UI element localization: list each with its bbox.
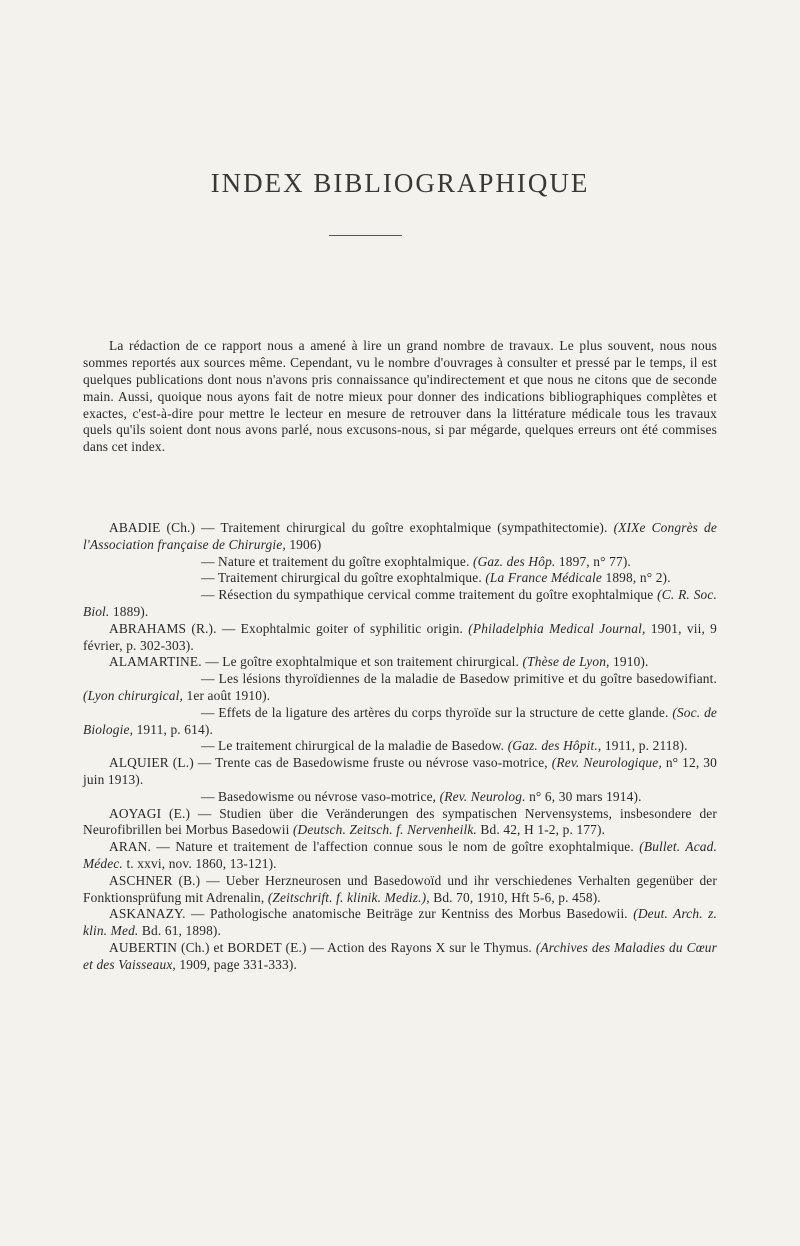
bibliography-entry — [83, 587, 717, 621]
entry-source: (Zeitschrift. f. klinik. Mediz.), — [267, 889, 430, 905]
entry-source: (Gaz. des Hôpit., — [507, 738, 602, 754]
bibliography-entry — [83, 755, 717, 789]
entry-details: n° 12, 30 juin 1913). — [83, 755, 717, 787]
entry-author: ASCHNER (B.) — — [109, 872, 220, 888]
entry-author: ALQUIER (L.) — — [109, 755, 212, 771]
entry-author: ABADIE (Ch.) — — [109, 520, 215, 535]
entry-title: Ueber Herzneurosen und Basedowoïd und ihr verschiedenes Verhalten gegenüber der Fonktionsprüfung mit Adrenalin, — [83, 872, 717, 905]
entry-details: 1910). — [613, 654, 649, 670]
entry-author: AUBERTIN (Ch.) et BORDET (E.) — — [109, 939, 324, 955]
entry-title: Résection du sympathique cervical comme traitement du goître exophtalmique — [218, 587, 654, 603]
entry-details: 1911, p. 2118). — [604, 738, 688, 754]
bibliography-entry — [83, 570, 717, 587]
entry-title: Nature et traitement du goître exophtalmique. — [218, 553, 470, 569]
bibliography-list — [83, 520, 717, 974]
bibliography-entry — [83, 806, 717, 840]
bibliography-entry — [83, 906, 717, 940]
entry-details: 1er août 1910). — [186, 687, 271, 703]
entry-title: Trente cas de Basedowisme fruste ou névrose vaso-motrice, — [215, 755, 548, 771]
entry-author: — — [201, 788, 215, 804]
bibliography-entry — [83, 738, 717, 755]
entry-title: Les lésions thyroïdiennes de la maladie de Basedow primitive et du goître basedowifiant. — [218, 671, 717, 687]
entry-author: — — [201, 671, 215, 687]
entry-author: — — [201, 587, 215, 603]
entry-title: Effets de la ligature des artères du corps thyroïde sur la structure de cette glande. — [218, 704, 669, 720]
entry-details: n° 6, 30 mars 1914). — [529, 788, 642, 804]
entry-details: Bd. 70, 1910, Hft 5-6, p. 458). — [433, 889, 601, 905]
entry-details: Bd. 61, 1898). — [141, 923, 222, 939]
entry-details: 1901, vii, 9 février, p. 302-303). — [83, 620, 718, 653]
entry-source: (Rev. Neurolog. — [439, 788, 526, 804]
entry-source: (Philadelphia Medical Journal, — [468, 620, 646, 636]
intro-paragraph: La rédaction de ce rapport nous a amené à lire un grand nombre de travaux. Le plus souvent, nous nous sommes reportés aux sources même. Cependant, vu le nombre d'ouvrages à consulter et pressé par le temps, il est quelques publications dont nous n'avons pris connaissance qu'indirectement et que nous ne citons que de seconde main. Aussi, quoique nous ayons fait de notre mieux pour donner des indications bibliographiques complètes et exactes, c'est-à-dire pour mettre le lecteur en mesure de retrouver dans la littérature médicale tous les travaux quels qu'ils soient dont nous avons parlé, nous excusons-nous, si par mégarde, quelques erreurs ont été commises dans cet index. — [83, 338, 717, 455]
entry-title: Le traitement chirurgical de la maladie de Basedow. — [218, 738, 505, 754]
bibliography-entry — [83, 873, 717, 907]
bibliography-entry — [83, 671, 717, 705]
entry-details: 1897, n° 77). — [558, 553, 631, 569]
bibliography-entry — [83, 789, 717, 806]
entry-author: ABRAHAMS (R.). — — [109, 620, 236, 636]
entry-details: Bd. 42, H 1-2, p. 177). — [480, 822, 606, 838]
entry-author: ARAN. — — [109, 839, 170, 855]
entry-title: Pathologische anatomische Beiträge zur Kentniss des Morbus Basedowii. — [209, 906, 628, 922]
entry-source: (Thèse de Lyon, — [522, 654, 610, 670]
entry-source: (Bullet. Acad. Médec. — [83, 839, 717, 871]
entry-source: (C. R. Soc. Biol. — [83, 587, 717, 619]
entry-title: Le goître exophtalmique et son traitement chirurgical. — [222, 654, 520, 670]
entry-source: (Deutsch. Zeitsch. f. Nervenheilk. — [292, 822, 477, 838]
entry-source: (XIXe Congrès de l'Association française de Chirurgie, — [83, 520, 717, 552]
entry-source: (Deut. Arch. z. klin. Med. — [83, 906, 717, 939]
entry-source: (Soc. de Biologie, — [83, 704, 718, 737]
entry-title: Action des Rayons X sur le Thymus. — [327, 939, 532, 955]
entry-source: (La France Médicale — [485, 570, 602, 586]
entry-source: (Rev. Neurologique, — [551, 755, 662, 771]
entry-details: 1889). — [112, 603, 149, 619]
entry-title: Traitement chirurgical du goître exophtalmique. — [217, 570, 482, 586]
entry-title: Basedowisme ou névrose vaso-motrice, — [218, 788, 437, 804]
entry-title: Traitement chirurgical du goître exophtalmique (sympathitectomie). — [220, 520, 608, 535]
entry-details: 1898, n° 2). — [605, 570, 671, 586]
page-title: INDEX BIBLIOGRAPHIQUE — [210, 168, 590, 198]
entry-details: 1906) — [289, 536, 322, 552]
bibliography-entry — [83, 520, 717, 554]
entry-author: — — [201, 704, 215, 720]
entry-author: — — [201, 738, 215, 754]
entry-title: Nature et traitement de l'affection connue sous le nom de goître exophtalmique. — [175, 839, 634, 855]
entry-details: 1911, p. 614). — [136, 721, 213, 737]
title-divider — [329, 235, 402, 236]
entry-title: Studien über die Veränderungen des sympatischen Nervensystems, insbesondere der Neurofibrillen bei Morbus Basedowii — [83, 805, 717, 838]
entry-author: ASKANAZY. — — [109, 906, 205, 922]
entry-title: Exophtalmic goiter of syphilitic origin. — [240, 620, 464, 636]
bibliography-entry — [83, 621, 717, 655]
entry-author: ALAMARTINE. — — [109, 654, 219, 670]
entry-details: 1909, page 331-333). — [179, 956, 297, 972]
entry-author: — — [201, 553, 215, 569]
bibliography-entry — [83, 940, 717, 974]
bibliography-entry — [83, 554, 717, 571]
bibliography-entry — [83, 654, 717, 671]
bibliography-entry — [83, 705, 717, 739]
entry-source: (Lyon chirurgical, — [83, 687, 183, 703]
bibliography-entry — [83, 839, 717, 873]
entry-source: (Gaz. des Hôp. — [472, 553, 556, 569]
entry-source: (Archives des Maladies du Cœur et des Vaisseaux, — [83, 939, 717, 972]
entry-author: AOYAGI (E.) — — [109, 805, 212, 821]
entry-details: t. xxvi, nov. 1860, 13-121). — [126, 855, 277, 871]
entry-author: — — [201, 570, 215, 586]
